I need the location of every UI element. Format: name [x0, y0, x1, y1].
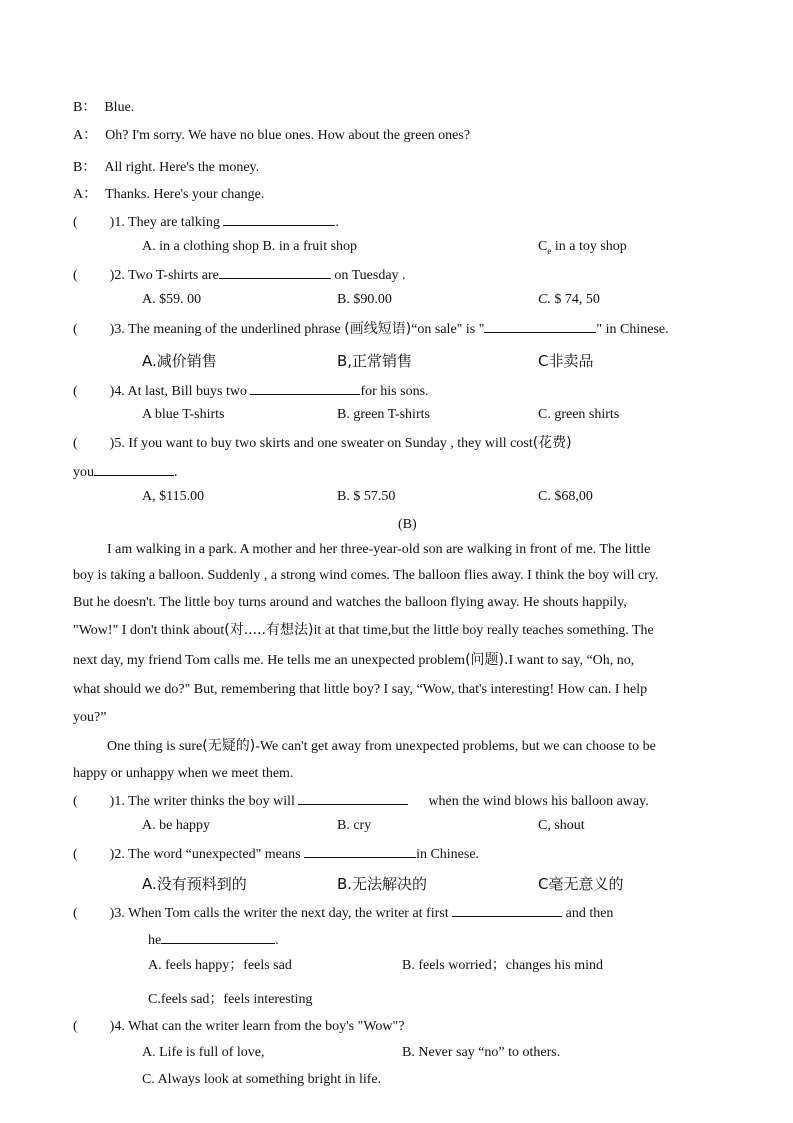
answer-blank[interactable] — [161, 930, 275, 944]
passage-line — [73, 651, 634, 670]
option-c: C. $68,00 — [538, 489, 593, 504]
passage-line: boy is taking a balloon. Suddenly , a strong wind comes. The balloon flies away. I think the boy will cry. — [73, 568, 659, 583]
paren: ( — [73, 384, 78, 399]
chinese-gloss: (对.....有想法) — [224, 622, 314, 638]
option-b: B. feels worried；changes his mind — [402, 958, 604, 973]
question-mid: “on sale" is " — [411, 322, 485, 337]
question-b2 — [73, 844, 479, 864]
question-b4 — [73, 1018, 404, 1036]
option-text: $ 74, 50 — [550, 292, 600, 307]
option-text: in a toy shop — [551, 239, 627, 254]
passage-line: But he doesn't. The little boy turns around and watches the balloon flying away. He shouts happily, — [73, 595, 627, 610]
option-a: A. be happy — [142, 818, 211, 833]
question-a2 — [73, 265, 406, 285]
question-text: )5. If you want to buy two skirts and one sweater on Sunday , they will cost — [109, 436, 533, 451]
passage-line: what should we do?" But, remembering that little boy? I say, “Wow, that's interesting! How can. I help — [73, 682, 648, 697]
option-b: B. $90.00 — [337, 292, 392, 307]
answer-blank[interactable] — [298, 791, 408, 805]
passage-text: "Wow!" I don't think about — [73, 623, 225, 638]
dialogue-line-3 — [73, 159, 259, 177]
chinese-gloss: (问题). — [465, 652, 509, 668]
paren: ( — [73, 847, 78, 862]
dialogue-line-1 — [73, 99, 134, 117]
option-a: A. $59. 00 — [142, 292, 202, 307]
paren: ( — [73, 215, 78, 230]
option-sub: e — [547, 245, 552, 256]
question-b1 — [73, 791, 649, 811]
option-c: C. Always look at something bright in life. — [142, 1072, 382, 1087]
passage-line — [107, 737, 656, 756]
answer-blank[interactable] — [484, 319, 596, 333]
chinese-gloss: (画线短语) — [344, 321, 412, 337]
question-a5 — [73, 434, 572, 453]
answer-blank[interactable] — [94, 462, 174, 476]
answer-blank[interactable] — [219, 265, 331, 279]
passage-line: happy or unhappy when we meet them. — [73, 766, 294, 781]
question-text: )4. What can the writer learn from the boy's "Wow"? — [109, 1019, 405, 1034]
option-c: C. green shirts — [538, 407, 620, 422]
passage-text: it at that time,but the little boy really teaches something. The — [313, 623, 654, 638]
option-a: A. Life is full of love, — [142, 1045, 265, 1060]
option-c: C, shout — [538, 818, 585, 833]
speaker: B： — [73, 160, 97, 175]
paren: ( — [73, 268, 78, 283]
question-end: and then — [565, 906, 614, 921]
question-text: you — [73, 465, 94, 480]
option-c — [538, 291, 600, 309]
question-end: on Tuesday . — [330, 268, 406, 283]
option-c — [538, 238, 627, 260]
dialogue-line-2 — [73, 127, 470, 145]
option-letter: C. — [538, 292, 551, 307]
paren: ( — [73, 436, 78, 451]
passage-line: I am walking in a park. A mother and her three-year-old son are walking in front of me. The little — [107, 542, 651, 557]
option-b: B. $ 57.50 — [337, 489, 396, 504]
question-text: )1. The writer thinks the boy will — [109, 794, 295, 809]
question-b3 — [73, 903, 613, 923]
paren: ( — [73, 1019, 78, 1034]
question-a1 — [73, 212, 339, 232]
question-a4 — [73, 381, 429, 401]
option-a: A. feels happy；feels sad — [148, 958, 292, 973]
option-b: B.无法解决的 — [337, 875, 428, 893]
question-b3-cont — [148, 930, 279, 950]
paren: ( — [73, 322, 78, 337]
question-end: . — [174, 465, 178, 480]
passage-text: next day, my friend Tom calls me. He tells me an unexpected problem — [73, 653, 466, 668]
question-text: )2. The word “unexpected" means — [109, 847, 301, 862]
option-c: C毫无意义的 — [538, 875, 624, 893]
option-a: A blue T-shirts — [142, 407, 225, 422]
question-end: . — [335, 215, 339, 230]
answer-blank[interactable] — [452, 903, 562, 917]
question-text: )3. When Tom calls the writer the next day, the writer at first — [109, 906, 449, 921]
question-end: for his sons. — [360, 384, 429, 399]
speaker: A： — [73, 128, 98, 143]
chinese-gloss: (无疑的) — [202, 738, 256, 754]
question-end: . — [275, 933, 279, 948]
question-end: when the wind blows his balloon away. — [428, 794, 649, 809]
option-a: A.没有预料到的 — [142, 875, 247, 893]
option-b: B. green T-shirts — [337, 407, 430, 422]
passage-text: One thing is sure — [107, 739, 203, 754]
dialogue-text: Thanks. Here's your change. — [105, 187, 265, 202]
question-text: )3. The meaning of the underlined phrase — [109, 322, 341, 337]
option-b: B. cry — [337, 818, 372, 833]
question-end: " in Chinese. — [596, 322, 669, 337]
option-a: A, $115.00 — [142, 489, 205, 504]
speaker: B： — [73, 100, 97, 115]
question-text: )4. At last, Bill buys two — [109, 384, 247, 399]
question-end: in Chinese. — [416, 847, 480, 862]
option-letter: C — [538, 239, 548, 254]
option-a: A.减价销售 — [142, 352, 217, 370]
passage-text: -We can't get away from unexpected problems, but we can choose to be — [255, 739, 656, 754]
chinese-gloss: (花费) — [532, 435, 572, 451]
question-a5-cont — [73, 462, 178, 482]
question-text: he — [148, 933, 162, 948]
section-heading: (B) — [398, 517, 417, 532]
question-a3 — [73, 319, 669, 339]
answer-blank[interactable] — [250, 381, 360, 395]
passage-line: you?” — [73, 710, 107, 725]
option-c: C.feels sad；feels interesting — [148, 992, 313, 1007]
option-b: B. Never say “no” to others. — [402, 1045, 561, 1060]
paren: ( — [73, 906, 78, 921]
question-text: )2. Two T-shirts are — [109, 268, 219, 283]
speaker: A： — [73, 187, 98, 202]
option-a: A. in a clothing shop B. in a fruit shop — [142, 239, 358, 254]
answer-blank[interactable] — [304, 844, 416, 858]
option-b: B,正常销售 — [337, 352, 413, 370]
dialogue-text: All right. Here's the money. — [104, 160, 260, 175]
dialogue-line-4 — [73, 186, 264, 204]
dialogue-text: Blue. — [104, 100, 135, 115]
answer-blank[interactable] — [223, 212, 335, 226]
paren: ( — [73, 794, 78, 809]
passage-text: I want to say, “Oh, no, — [508, 653, 635, 668]
question-text: )1. They are talking — [109, 215, 220, 230]
dialogue-text: Oh? I'm sorry. We have no blue ones. How about the green ones? — [105, 128, 471, 143]
passage-line — [73, 621, 654, 640]
option-c: C非卖品 — [538, 352, 594, 370]
